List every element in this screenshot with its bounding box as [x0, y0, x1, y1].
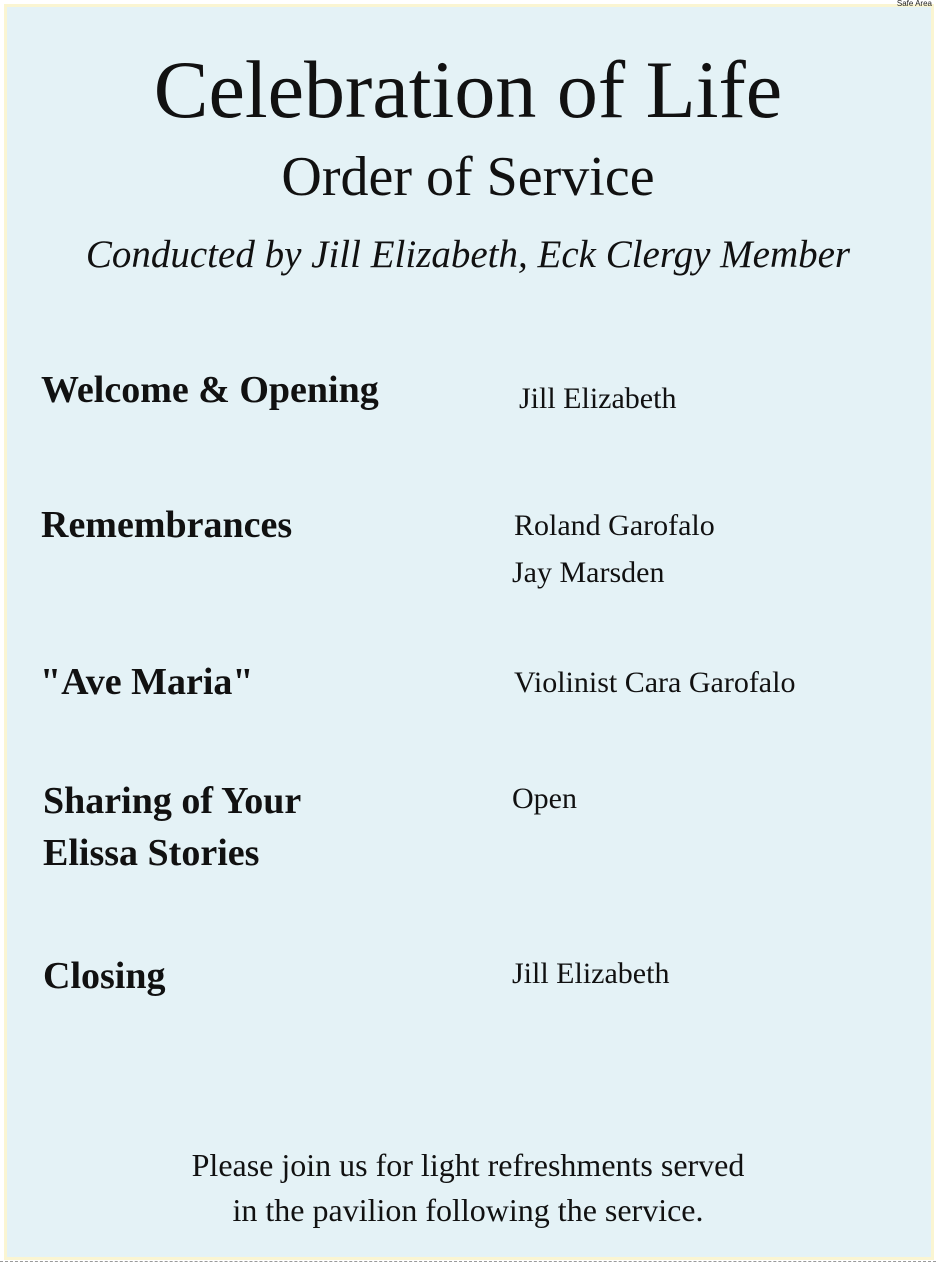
program-person: Jill Elizabeth: [519, 382, 677, 415]
program-person: Violinist Cara Garofalo: [514, 666, 796, 699]
program-person: Jill Elizabeth: [512, 957, 670, 990]
program-item-sharing-line-1: Sharing of Your: [43, 780, 302, 822]
safe-area-label: Safe Area: [896, 0, 932, 8]
refreshments-line-1: Please join us for light refreshments served: [191, 1147, 745, 1183]
refreshments-note: [0, 1143, 936, 1233]
program-person: Open: [512, 782, 577, 815]
conductor-line: Conducted by Jill Elizabeth, Eck Clergy Member: [85, 233, 851, 276]
program-item-sharing-line-2: Elissa Stories: [43, 832, 260, 874]
page-subtitle: Order of Service: [281, 146, 655, 208]
trim-line: [0, 1261, 936, 1262]
program-item-remembrances: Remembrances: [41, 504, 293, 546]
program-person: Jay Marsden: [512, 556, 665, 589]
refreshments-line-2: in the pavilion following the service.: [232, 1192, 704, 1228]
program-person: Roland Garofalo: [514, 509, 715, 542]
page-title: Celebration of Life: [153, 44, 783, 135]
program-item-closing: Closing: [43, 955, 166, 997]
program-item-ave-maria: "Ave Maria": [40, 661, 254, 703]
program-item-welcome: Welcome & Opening: [41, 369, 379, 411]
